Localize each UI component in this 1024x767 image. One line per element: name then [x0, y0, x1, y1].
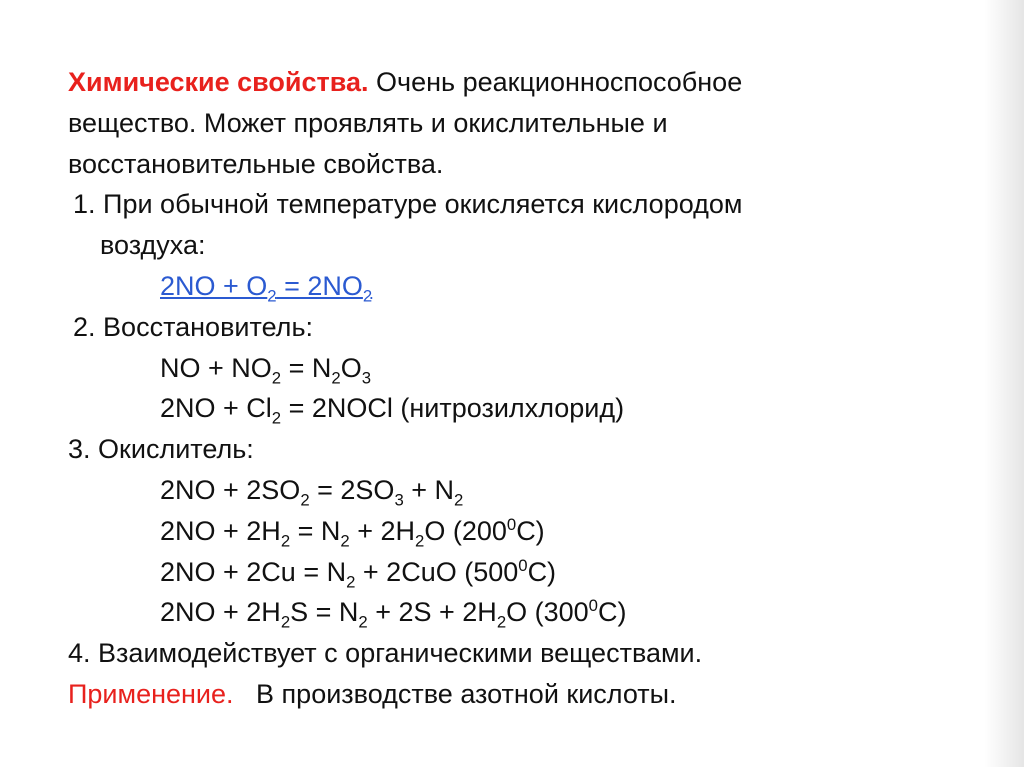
equation-no-so2: $2NO + 2SO_2 = 2SO_3 + N_2$: [160, 474, 464, 510]
item-1-number: 1.: [73, 189, 96, 220]
intro-line-3: восстановительные свойства.: [68, 148, 444, 179]
item-4-number: 4.: [68, 638, 91, 669]
item-1-text: При обычной температуре окисляется кислородом: [103, 189, 743, 220]
intro-line-1: [68, 62, 968, 103]
equation-no-cu: $2NO + 2Cu = N_2 + 2CuO$ $(500^0C)$: [160, 555, 557, 591]
slide-content: [68, 62, 968, 715]
equation-no-no2: NO + $NO_2 = N_2O_3$: [160, 352, 372, 387]
section-heading: Химические свойства.: [68, 67, 369, 97]
application-line: [68, 674, 968, 715]
item-4-text: Взаимодействует с органическими веществами.: [98, 638, 703, 669]
equation-no-h2: $2NO + 2H_2 = N_2 + 2H_2O$ $(200^0C)$: [160, 514, 545, 551]
equation-no-oxygen: [68, 266, 968, 307]
item-1: [68, 184, 968, 225]
item-1-continuation: воздуха:: [100, 230, 206, 261]
equation-no-cl2: $2NO + Cl_2$ = 2NOCl (нитрозилхлорид): [160, 393, 625, 428]
equation-link[interactable]: $2NO + O_2 = 2NO_2$: [160, 270, 373, 306]
application-text: В производстве азотной кислоты.: [256, 678, 677, 709]
item-3-number: 3.: [68, 434, 91, 465]
item-3: [68, 429, 968, 470]
item-2-number: 2.: [73, 311, 96, 342]
item-2: [68, 307, 968, 348]
item-4: [68, 633, 968, 674]
equation-no-h2s: $2NO + 2H_2S = N_2 + 2S + 2H_2O$ $(300^0C)$: [160, 596, 627, 632]
item-3-text: Окислитель:: [98, 434, 254, 465]
application-label: Применение.: [68, 678, 234, 709]
slide-edge-shadow: [984, 0, 1024, 767]
intro-text-1: Очень реакционноспособное: [376, 67, 743, 97]
intro-line-2: вещество. Может проявлять и окислительные и: [68, 107, 668, 138]
item-2-text: Восстановитель:: [103, 311, 314, 342]
